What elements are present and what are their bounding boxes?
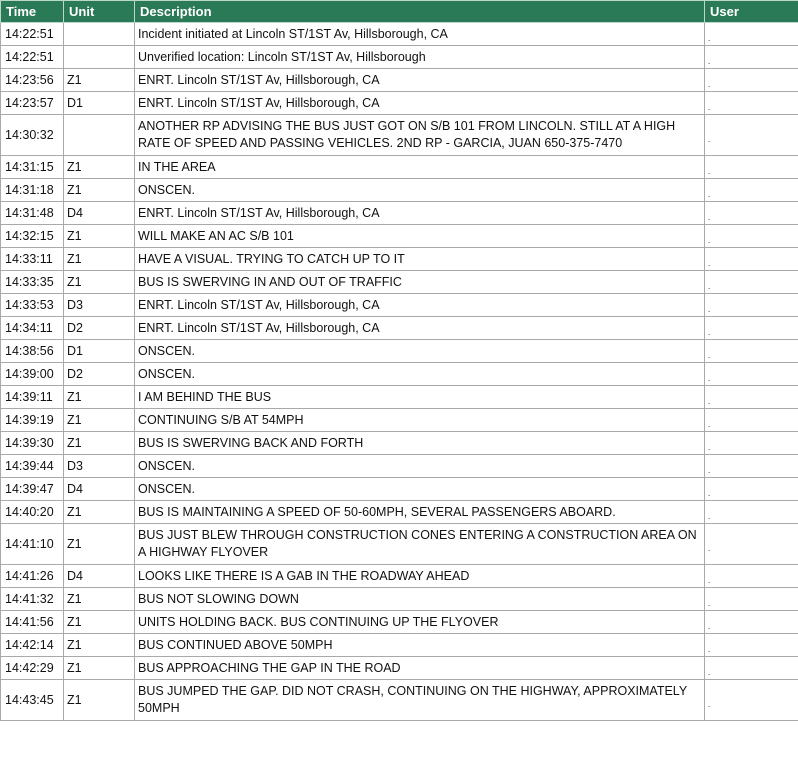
- cell-unit[interactable]: D1: [64, 92, 135, 115]
- cell-time[interactable]: 14:41:32: [1, 588, 64, 611]
- user-value: .: [708, 350, 711, 360]
- cell-user[interactable]: [705, 524, 798, 565]
- table-row[interactable]: [1, 501, 798, 524]
- cell-description[interactable]: ONSCEN.: [135, 340, 705, 363]
- table-row[interactable]: [1, 340, 798, 363]
- cell-unit[interactable]: D1: [64, 340, 135, 363]
- cell-time[interactable]: 14:41:26: [1, 565, 64, 588]
- table-row[interactable]: [1, 565, 798, 588]
- cell-user[interactable]: [705, 386, 798, 409]
- column-header-description[interactable]: Description: [135, 1, 705, 23]
- table-row[interactable]: [1, 363, 798, 386]
- user-value: .: [708, 621, 711, 631]
- cell-description[interactable]: HAVE A VISUAL. TRYING TO CATCH UP TO IT: [135, 248, 705, 271]
- cell-unit[interactable]: Z1: [64, 248, 135, 271]
- cell-time[interactable]: 14:39:00: [1, 363, 64, 386]
- user-value: .: [708, 419, 711, 429]
- cell-description[interactable]: WILL MAKE AN AC S/B 101: [135, 225, 705, 248]
- cell-unit[interactable]: Z1: [64, 501, 135, 524]
- cell-user[interactable]: [705, 156, 798, 179]
- header-row: [1, 1, 798, 23]
- cell-unit[interactable]: [64, 115, 135, 156]
- user-value: .: [708, 442, 711, 452]
- user-value: .: [708, 511, 711, 521]
- cell-user[interactable]: [705, 202, 798, 225]
- cell-user[interactable]: [705, 317, 798, 340]
- cell-time[interactable]: 14:42:29: [1, 657, 64, 680]
- cell-unit[interactable]: Z1: [64, 680, 135, 721]
- table-row[interactable]: [1, 248, 798, 271]
- cell-time[interactable]: 14:22:51: [1, 46, 64, 69]
- cell-description[interactable]: ENRT. Lincoln ST/1ST Av, Hillsborough, CA: [135, 202, 705, 225]
- cell-description[interactable]: BUS CONTINUED ABOVE 50MPH: [135, 634, 705, 657]
- cell-time[interactable]: 14:33:53: [1, 294, 64, 317]
- cell-user[interactable]: [705, 340, 798, 363]
- cell-description[interactable]: ENRT. Lincoln ST/1ST Av, Hillsborough, CA: [135, 317, 705, 340]
- user-value: .: [708, 598, 711, 608]
- cell-unit[interactable]: Z1: [64, 524, 135, 565]
- cell-time[interactable]: 14:42:14: [1, 634, 64, 657]
- cell-description[interactable]: ONSCEN.: [135, 179, 705, 202]
- log-body: [1, 23, 798, 721]
- cell-description[interactable]: CONTINUING S/B AT 54MPH: [135, 409, 705, 432]
- cell-time[interactable]: 14:33:11: [1, 248, 64, 271]
- user-value: .: [708, 102, 711, 112]
- user-value: .: [708, 56, 711, 66]
- cell-time[interactable]: 14:41:10: [1, 524, 64, 565]
- table-row[interactable]: [1, 680, 798, 721]
- cell-time[interactable]: 14:39:30: [1, 432, 64, 455]
- user-value: .: [708, 304, 711, 314]
- cell-description[interactable]: ENRT. Lincoln ST/1ST Av, Hillsborough, CA: [135, 69, 705, 92]
- cell-user[interactable]: [705, 680, 798, 721]
- table-row[interactable]: [1, 225, 798, 248]
- cell-time[interactable]: 14:31:48: [1, 202, 64, 225]
- cell-unit[interactable]: D4: [64, 202, 135, 225]
- user-value: .: [708, 33, 711, 43]
- table-row[interactable]: [1, 92, 798, 115]
- user-value: .: [708, 258, 711, 268]
- user-value: .: [708, 465, 711, 475]
- cell-unit[interactable]: Z1: [64, 156, 135, 179]
- cell-time[interactable]: 14:39:11: [1, 386, 64, 409]
- cell-user[interactable]: [705, 115, 798, 156]
- cell-description[interactable]: BUS IS MAINTAINING A SPEED OF 50-60MPH, SEVERAL PASSENGERS ABOARD.: [135, 501, 705, 524]
- user-value: .: [708, 396, 711, 406]
- user-value: .: [708, 488, 711, 498]
- cell-description[interactable]: Incident initiated at Lincoln ST/1ST Av, Hillsborough, CA: [135, 23, 705, 46]
- cell-time[interactable]: 14:34:11: [1, 317, 64, 340]
- cell-user[interactable]: [705, 478, 798, 501]
- cell-time[interactable]: 14:40:20: [1, 501, 64, 524]
- cell-user[interactable]: [705, 23, 798, 46]
- table-row[interactable]: [1, 69, 798, 92]
- cell-user[interactable]: [705, 588, 798, 611]
- cell-unit[interactable]: Z1: [64, 634, 135, 657]
- cell-user[interactable]: [705, 69, 798, 92]
- table-row[interactable]: [1, 156, 798, 179]
- cell-time[interactable]: 14:23:57: [1, 92, 64, 115]
- cell-unit[interactable]: Z1: [64, 409, 135, 432]
- cell-unit[interactable]: D4: [64, 478, 135, 501]
- cell-user[interactable]: [705, 432, 798, 455]
- table-row[interactable]: [1, 455, 798, 478]
- table-row[interactable]: [1, 271, 798, 294]
- cell-unit[interactable]: Z1: [64, 432, 135, 455]
- cell-time[interactable]: 14:32:15: [1, 225, 64, 248]
- cell-description[interactable]: ENRT. Lincoln ST/1ST Av, Hillsborough, CA: [135, 92, 705, 115]
- table-row[interactable]: [1, 432, 798, 455]
- user-value: .: [708, 134, 711, 144]
- cell-description[interactable]: BUS APPROACHING THE GAP IN THE ROAD: [135, 657, 705, 680]
- cell-description[interactable]: BUS IS SWERVING BACK AND FORTH: [135, 432, 705, 455]
- cell-unit[interactable]: D4: [64, 565, 135, 588]
- cell-description[interactable]: BUS JUMPED THE GAP. DID NOT CRASH, CONTINUING ON THE HIGHWAY, APPROXIMATELY 50MPH: [135, 680, 705, 721]
- cell-description[interactable]: BUS IS SWERVING IN AND OUT OF TRAFFIC: [135, 271, 705, 294]
- cell-description[interactable]: ONSCEN.: [135, 455, 705, 478]
- user-value: .: [708, 79, 711, 89]
- user-value: .: [708, 373, 711, 383]
- cell-description[interactable]: ENRT. Lincoln ST/1ST Av, Hillsborough, CA: [135, 294, 705, 317]
- cell-unit[interactable]: Z1: [64, 657, 135, 680]
- cell-user[interactable]: [705, 565, 798, 588]
- cell-description[interactable]: BUS NOT SLOWING DOWN: [135, 588, 705, 611]
- user-value: .: [708, 327, 711, 337]
- table-row[interactable]: [1, 634, 798, 657]
- cell-user[interactable]: [705, 657, 798, 680]
- cell-unit[interactable]: D3: [64, 455, 135, 478]
- user-value: .: [708, 281, 711, 291]
- table-row[interactable]: [1, 588, 798, 611]
- cell-time[interactable]: 14:31:18: [1, 179, 64, 202]
- cell-time[interactable]: 14:43:45: [1, 680, 64, 721]
- cell-time[interactable]: 14:23:56: [1, 69, 64, 92]
- cell-unit[interactable]: Z1: [64, 69, 135, 92]
- table-row[interactable]: [1, 409, 798, 432]
- table-row[interactable]: [1, 524, 798, 565]
- user-value: .: [708, 235, 711, 245]
- cell-time[interactable]: 14:41:56: [1, 611, 64, 634]
- cell-user[interactable]: [705, 455, 798, 478]
- table-row[interactable]: [1, 179, 798, 202]
- user-value: .: [708, 644, 711, 654]
- cell-unit[interactable]: Z1: [64, 179, 135, 202]
- cell-user[interactable]: [705, 248, 798, 271]
- cell-description[interactable]: ONSCEN.: [135, 363, 705, 386]
- cell-unit[interactable]: Z1: [64, 386, 135, 409]
- column-header-unit[interactable]: Unit: [64, 1, 135, 23]
- user-value: .: [708, 699, 711, 709]
- cell-user[interactable]: [705, 92, 798, 115]
- column-header-time[interactable]: Time: [1, 1, 64, 23]
- user-value: .: [708, 543, 711, 553]
- cell-time[interactable]: 14:39:47: [1, 478, 64, 501]
- user-value: .: [708, 189, 711, 199]
- cell-user[interactable]: [705, 634, 798, 657]
- cell-time[interactable]: 14:39:44: [1, 455, 64, 478]
- cell-user[interactable]: [705, 363, 798, 386]
- cell-unit[interactable]: [64, 23, 135, 46]
- cell-time[interactable]: 14:38:56: [1, 340, 64, 363]
- column-header-user[interactable]: User: [705, 1, 798, 23]
- cell-description[interactable]: ONSCEN.: [135, 478, 705, 501]
- table-row[interactable]: [1, 611, 798, 634]
- cell-user[interactable]: [705, 46, 798, 69]
- user-value: .: [708, 166, 711, 176]
- table-row[interactable]: [1, 294, 798, 317]
- cell-user[interactable]: [705, 271, 798, 294]
- cell-description[interactable]: BUS JUST BLEW THROUGH CONSTRUCTION CONES ENTERING A CONSTRUCTION AREA ON A HIGHWAY FLYOVER: [135, 524, 705, 565]
- cell-time[interactable]: 14:31:15: [1, 156, 64, 179]
- cell-user[interactable]: [705, 225, 798, 248]
- cell-user[interactable]: [705, 409, 798, 432]
- cell-unit[interactable]: Z1: [64, 271, 135, 294]
- cell-description[interactable]: ANOTHER RP ADVISING THE BUS JUST GOT ON S/B 101 FROM LINCOLN. STILL AT A HIGH RATE OF SPEED AND PASSING VEHICLES. 2ND RP - GARCIA, JUAN 650-375-7470: [135, 115, 705, 156]
- cell-user[interactable]: [705, 294, 798, 317]
- cell-unit[interactable]: D2: [64, 363, 135, 386]
- cell-unit[interactable]: Z1: [64, 588, 135, 611]
- table-row[interactable]: [1, 386, 798, 409]
- cell-time[interactable]: 14:30:32: [1, 115, 64, 156]
- cell-unit[interactable]: D3: [64, 294, 135, 317]
- cell-description[interactable]: LOOKS LIKE THERE IS A GAB IN THE ROADWAY AHEAD: [135, 565, 705, 588]
- cell-unit[interactable]: Z1: [64, 225, 135, 248]
- cell-description[interactable]: IN THE AREA: [135, 156, 705, 179]
- cell-unit[interactable]: [64, 46, 135, 69]
- user-value: .: [708, 667, 711, 677]
- table-row[interactable]: [1, 46, 798, 69]
- cell-description[interactable]: UNITS HOLDING BACK. BUS CONTINUING UP THE FLYOVER: [135, 611, 705, 634]
- table-row[interactable]: [1, 23, 798, 46]
- cell-description[interactable]: I AM BEHIND THE BUS: [135, 386, 705, 409]
- table-row[interactable]: [1, 115, 798, 156]
- cell-user[interactable]: [705, 501, 798, 524]
- cell-time[interactable]: 14:39:19: [1, 409, 64, 432]
- table-row[interactable]: [1, 202, 798, 225]
- table-row[interactable]: [1, 657, 798, 680]
- table-row[interactable]: [1, 317, 798, 340]
- cell-time[interactable]: 14:22:51: [1, 23, 64, 46]
- user-value: .: [708, 575, 711, 585]
- cell-time[interactable]: 14:33:35: [1, 271, 64, 294]
- cell-description[interactable]: Unverified location: Lincoln ST/1ST Av, Hillsborough: [135, 46, 705, 69]
- cell-unit[interactable]: Z1: [64, 611, 135, 634]
- table-row[interactable]: [1, 478, 798, 501]
- cell-user[interactable]: [705, 611, 798, 634]
- user-value: .: [708, 212, 711, 222]
- cell-user[interactable]: [705, 179, 798, 202]
- cell-unit[interactable]: D2: [64, 317, 135, 340]
